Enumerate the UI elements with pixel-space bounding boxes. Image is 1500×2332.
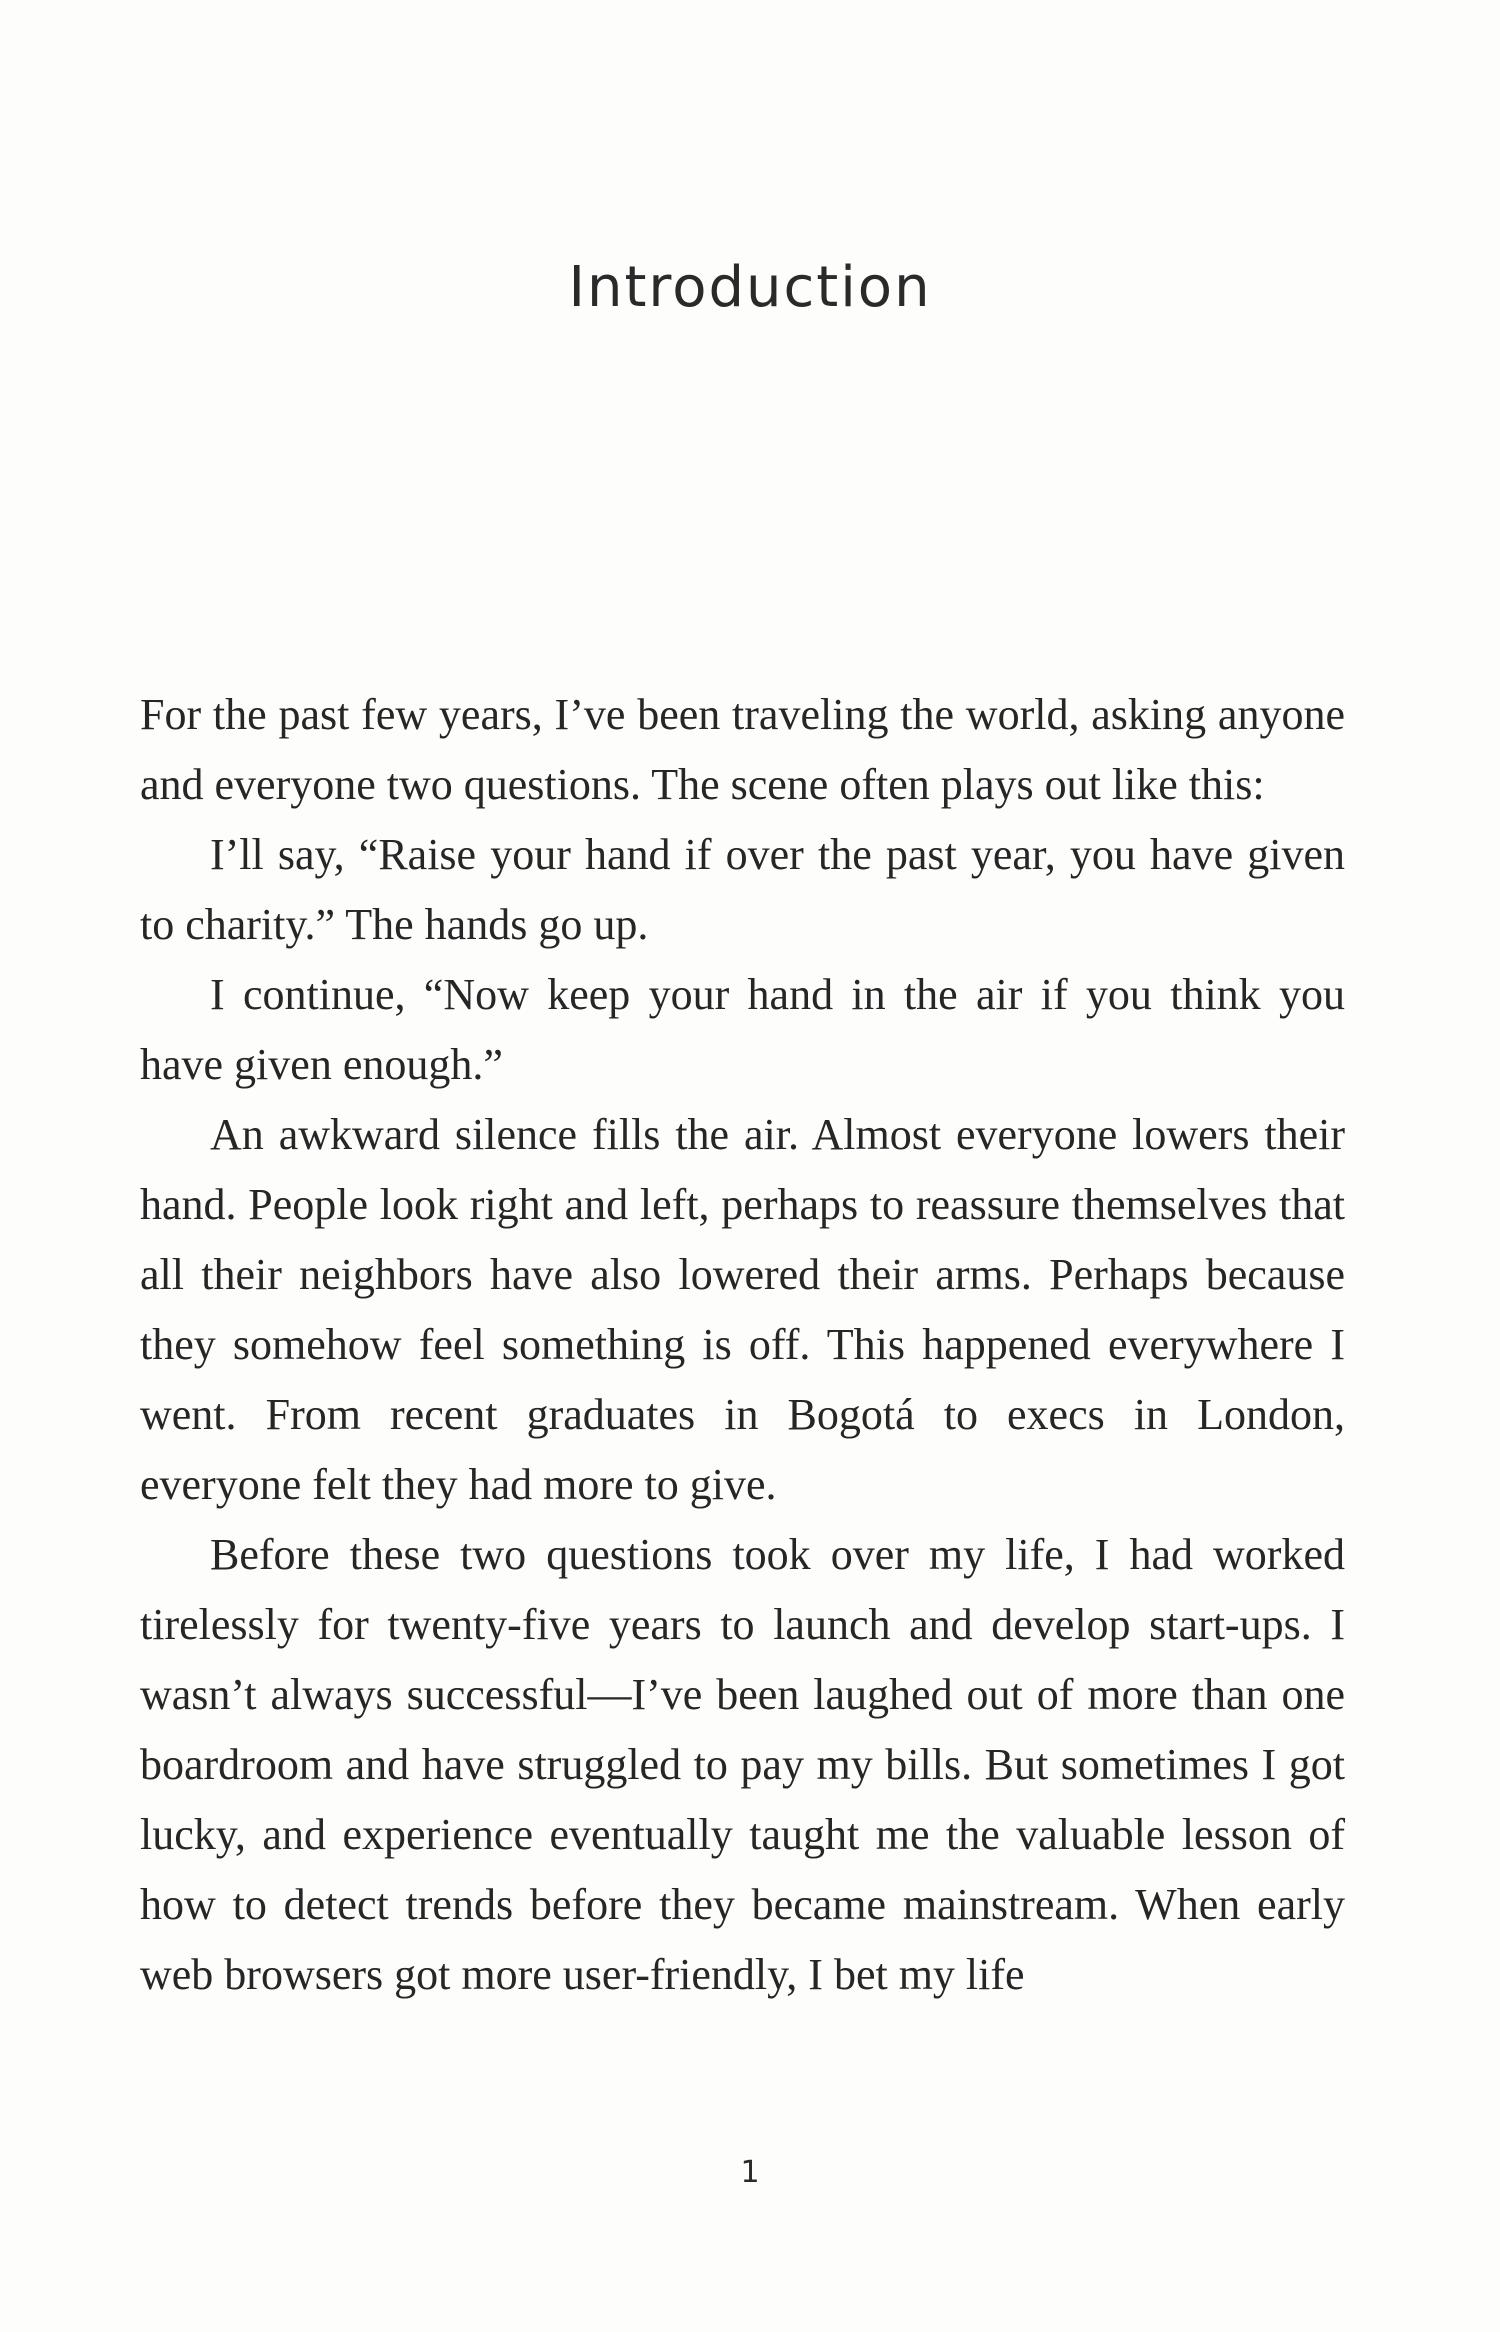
paragraph: I continue, “Now keep your hand in the air if you think you have given enough.” bbox=[140, 970, 1345, 1089]
body-text bbox=[140, 680, 1345, 2010]
paragraph: For the past few years, I’ve been traveling the world, asking anyone and everyone two questions. The scene often plays out like this: bbox=[140, 690, 1345, 809]
paragraph: Before these two questions took over my life, I had worked tirelessly for twenty-five years to launch and develop start-ups. I wasn’t always successful—I’ve been laughed out of more than one boardroom and have struggled to pay my bills. But sometimes I got lucky, and experience eventually taught me the valuable lesson of how to detect trends before they became mainstream. When early web browsers got more user-friendly, I bet my life bbox=[140, 1530, 1345, 1999]
page-number: 1 bbox=[740, 2155, 760, 2190]
paragraph: I’ll say, “Raise your hand if over the past year, you have given to charity.” The hands go up. bbox=[140, 830, 1345, 949]
chapter-title: Introduction bbox=[568, 255, 932, 320]
paragraph: An awkward silence fills the air. Almost everyone lowers their hand. People look right and left, perhaps to reassure themselves that all their neighbors have also lowered their arms. Perhaps because they somehow feel something is off. This happened everywhere I went. From recent graduates in Bogotá to execs in London, everyone felt they had more to give. bbox=[140, 1110, 1345, 1509]
